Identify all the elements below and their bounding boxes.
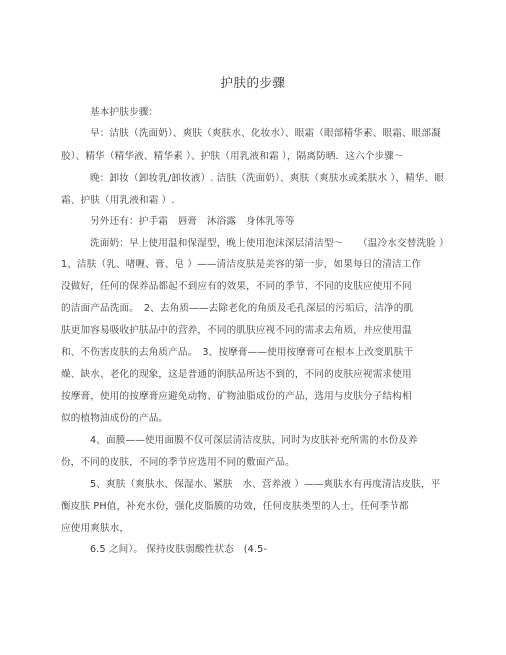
- paragraph-line: 应使用爽肤水，: [61, 523, 130, 534]
- paragraph-line: 5、爽肤（爽肤水、保湿水、紧肤 水、营养液 ）——爽肤水有再度清洁皮肤，平: [90, 479, 441, 490]
- paragraph-line: 胶）、精华（精华液、精华素 ）、护肤（用乳液和霜 ），隔离防晒．这六个步骤～: [61, 151, 404, 162]
- paragraph-line: 晚：卸妆（卸妆乳/卸妆液）. 洁肤（洗面奶）、爽肤（爽肤水或柔肤水 ）、精华、眼: [90, 173, 445, 184]
- paragraph-line: 燥、缺水、老化的现象，这是普通的润肤品所达不到的，不同的皮肤应视需求使用: [61, 369, 412, 380]
- paragraph-line: 肤更加容易吸收护肤品中的营养，不同的肌肤应视不同的需求去角质，并应使用温: [61, 325, 412, 336]
- paragraph-line: 洗面奶：早上使用温和保湿型，晚上使用泡沫深层清洁型～ （温冷水交替洗脸 ）: [90, 238, 449, 249]
- paragraph-line: 霜、护肤（用乳液和霜 ）.: [61, 195, 175, 206]
- paragraph-line: 似的植物油成份的产品。: [61, 413, 169, 424]
- paragraph-line: 的洁面产品洗面。 2、去角质——去除老化的角质及毛孔深层的污垢后，洁净的肌: [61, 303, 414, 314]
- paragraph-line: 没做好，任何的保养品都起不到应有的效果，不同的季节、不同的皮肤应使用不同: [61, 281, 412, 292]
- paragraph-line: 和、不伤害皮肤的去角质产品。 3、按摩膏——使用按摩膏可在根本上改变肌肤干: [61, 347, 414, 358]
- paragraph-line: 6.5 之间）。 保持皮肤弱酸性状态 (4.5-: [90, 544, 267, 555]
- paragraph-line: 1、洁肤（乳、啫喱、膏、皂 ）——清洁皮肤是美容的第一步，如果每日的清洁工作: [61, 259, 422, 270]
- paragraph-line: 按摩膏，使用的按摩膏应避免动物、矿物油脂成份的产品，选用与皮肤分子结构相: [61, 391, 412, 402]
- document-title: 护肤的步骤: [220, 75, 286, 90]
- paragraph-line: 份，不同的皮肤，不同的季节应选用不同的敷面产品。: [61, 457, 295, 468]
- paragraph-line: 衡皮肤 PH值，补充水份，强化皮脂膜的功效，任何皮肤类型的人士，任何季节都: [61, 501, 409, 512]
- paragraph-line: 另外还有：护手霜 唇膏 沐浴露 身体乳等等: [90, 216, 295, 227]
- paragraph-line: 4、面膜——使用面膜不仅可深层清洁皮肤，同时为皮肤补充所需的水份及养: [90, 435, 418, 446]
- paragraph-line: 基本护肤步骤：: [90, 107, 159, 118]
- paragraph-line: 早：洁肤（洗面奶）、爽肤（爽肤水、化妆水）、眼霜（眼部精华素、眼霜、眼部凝: [90, 128, 441, 139]
